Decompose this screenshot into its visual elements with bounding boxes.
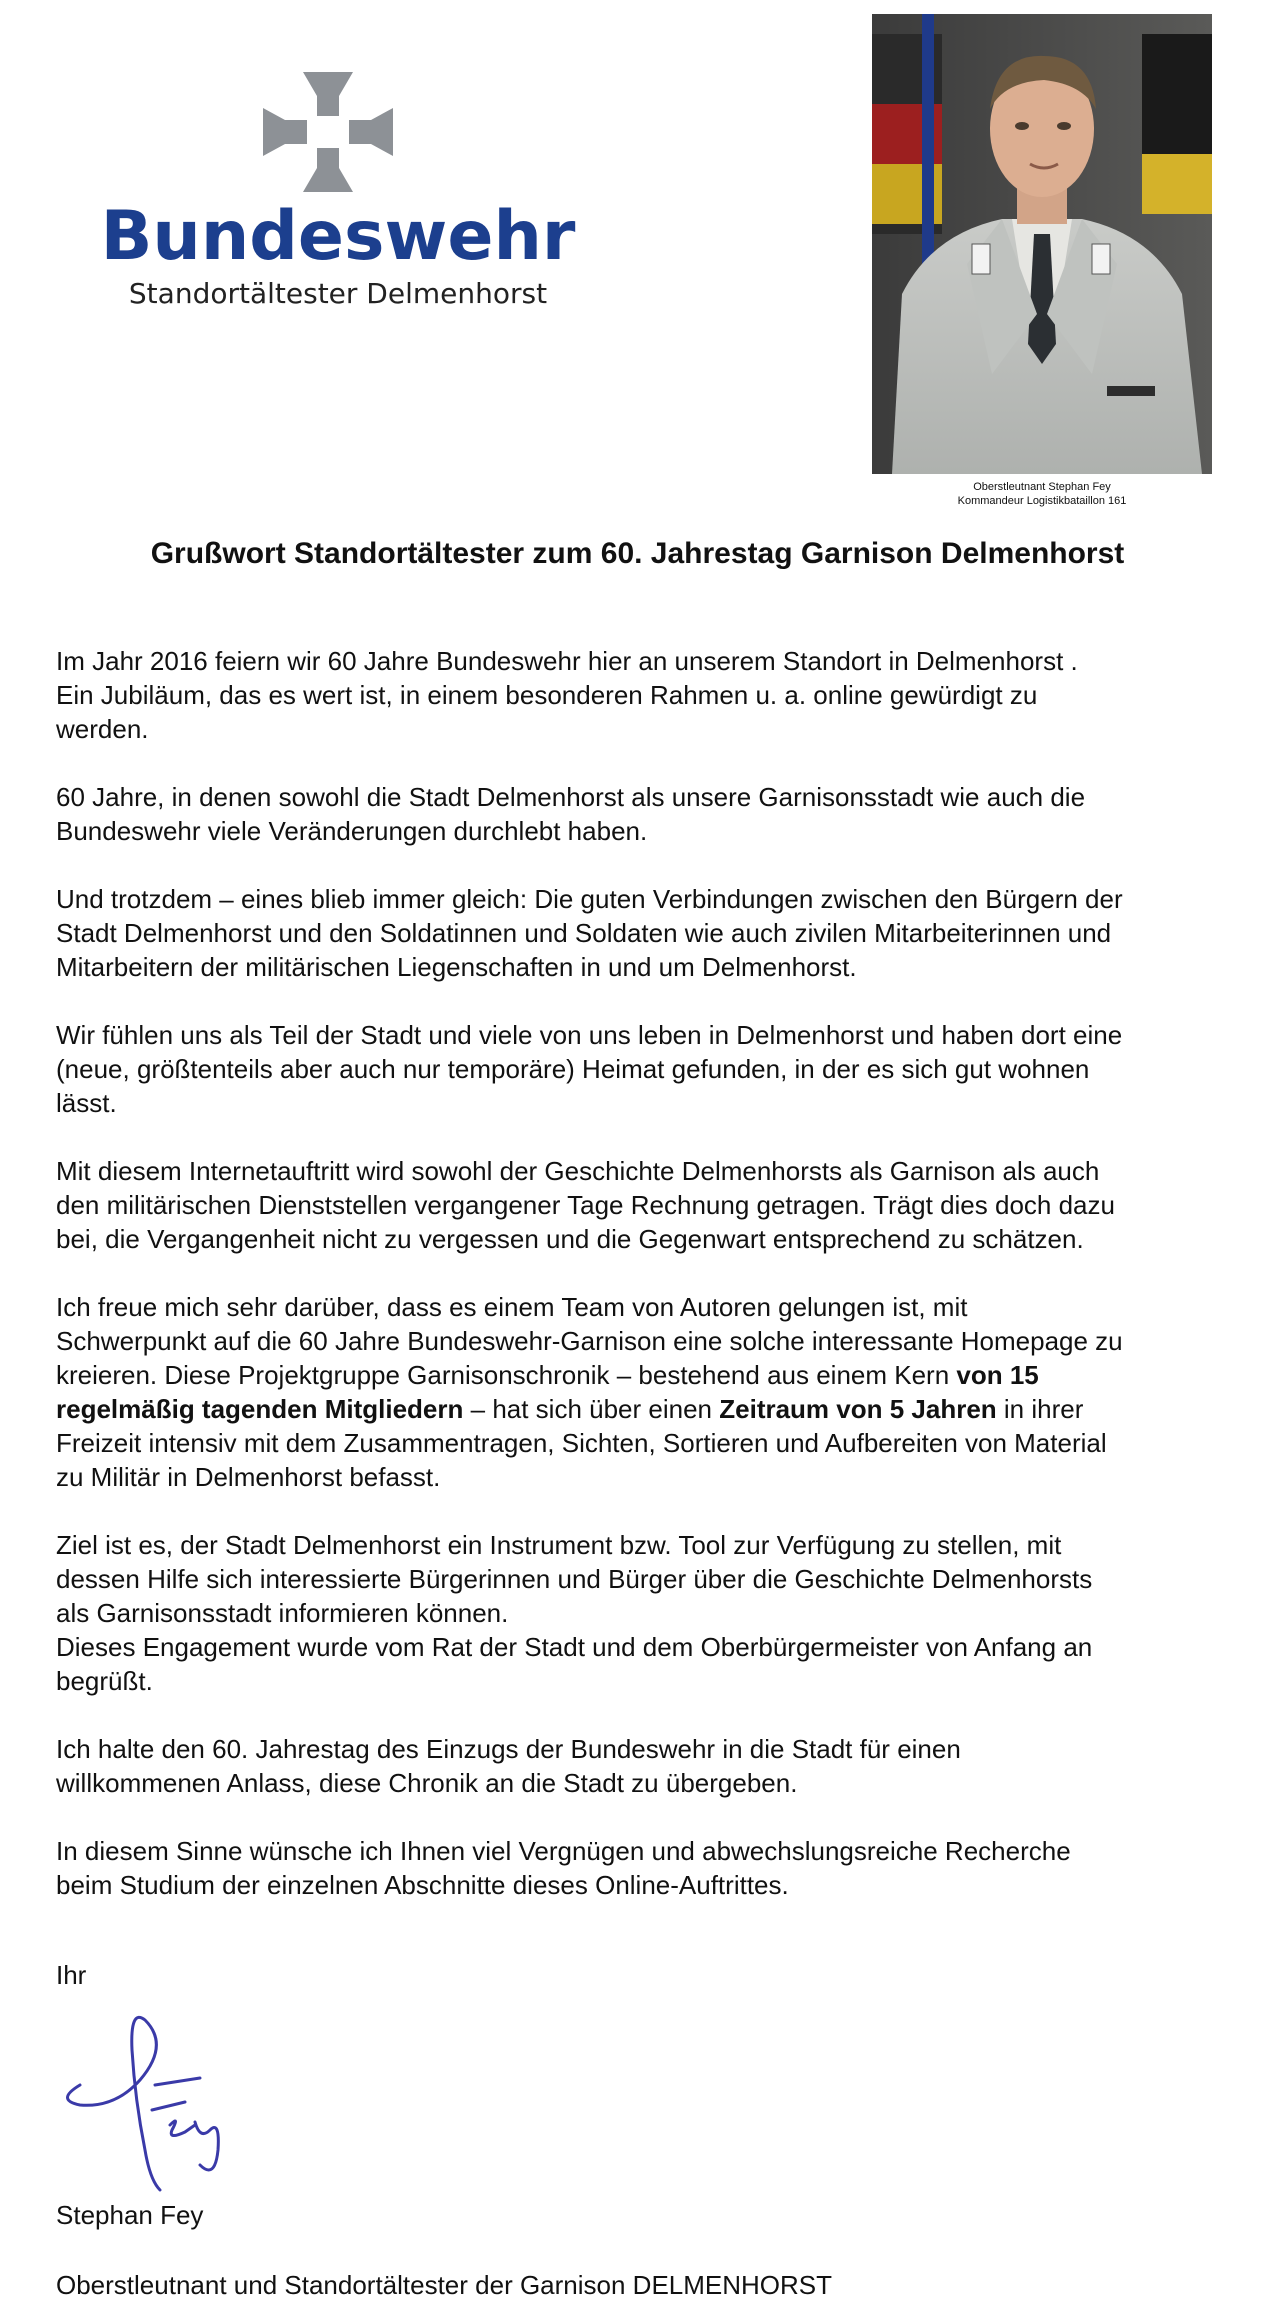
text-line: als Garnisonsstadt informieren können. (56, 1598, 509, 1628)
photo-caption (860, 480, 1224, 508)
text-span: – hat sich über einen (463, 1394, 720, 1424)
text-line: Schwerpunkt auf die 60 Jahre Bundeswehr-Garnison eine solche interessante Homepage zu (56, 1326, 1123, 1356)
text-line (56, 1358, 1266, 1392)
emphasis-members-count: von 15 (956, 1360, 1039, 1390)
paragraph (56, 1018, 1266, 1120)
text-line: willkommenen Anlass, diese Chronik an die Stadt zu übergeben. (56, 1768, 798, 1798)
text-line: Dieses Engagement wurde vom Rat der Stadt und dem Oberbürgermeister von Anfang an (56, 1632, 1093, 1662)
text-line: beim Studium der einzelnen Abschnitte dieses Online-Auftrittes. (56, 1870, 789, 1900)
text-line: Und trotzdem – eines blieb immer gleich: Die guten Verbindungen zwischen den Bürgern der (56, 884, 1123, 914)
text-line: Ich halte den 60. Jahrestag des Einzugs der Bundeswehr in die Stadt für einen (56, 1734, 961, 1764)
text-line: den militärischen Dienststellen vergangener Tage Rechnung getragen. Trägt dies doch dazu (56, 1190, 1115, 1220)
text-line: Ziel ist es, der Stadt Delmenhorst ein Instrument bzw. Tool zur Verfügung zu stellen, mit (56, 1530, 1062, 1560)
portrait-photo (872, 14, 1212, 474)
signer-name: Stephan Fey (56, 2200, 204, 2230)
bundeswehr-logo (78, 72, 598, 332)
text-line (56, 1392, 1266, 1426)
iron-cross-icon (263, 72, 393, 192)
text-line: Bundeswehr viele Veränderungen durchlebt haben. (56, 816, 648, 846)
text-line: Wir fühlen uns als Teil der Stadt und viele von uns leben in Delmenhorst und haben dort eine (56, 1020, 1123, 1050)
logo-wordmark: Bundeswehr (100, 197, 576, 276)
paragraph (56, 1154, 1266, 1256)
paragraph (56, 1732, 1266, 1800)
text-line: dessen Hilfe sich interessierte Bürgerinnen und Bürger über die Geschichte Delmenhorsts (56, 1564, 1093, 1594)
text-line: Im Jahr 2016 feiern wir 60 Jahre Bundeswehr hier an unserem Standort in Delmenhorst . (56, 646, 1078, 676)
text-line: bei, die Vergangenheit nicht zu vergessen und die Gegenwart entsprechend zu schätzen. (56, 1224, 1084, 1254)
paragraph (56, 882, 1266, 984)
text-span: kreieren. Diese Projektgruppe Garnisonschronik – bestehend aus einem Kern (56, 1360, 957, 1390)
text-line: Ein Jubiläum, das es wert ist, in einem besonderen Rahmen u. a. online gewürdigt zu (56, 680, 1038, 710)
text-line: In diesem Sinne wünsche ich Ihnen viel Vergnügen und abwechslungsreiche Recherche (56, 1836, 1071, 1866)
letter-body (56, 644, 1266, 1936)
text-line: Stadt Delmenhorst und den Soldatinnen und Soldaten wie auch zivilen Mitarbeiterinnen und (56, 918, 1112, 948)
caption-name: Oberstleutnant Stephan Fey (973, 481, 1111, 493)
caption-role: Kommandeur Logistikbataillon 161 (957, 495, 1127, 507)
handwritten-signature (60, 1990, 260, 2200)
text-line: werden. (56, 714, 149, 744)
text-line: Mitarbeitern der militärischen Liegenschaften in und um Delmenhorst. (56, 952, 857, 982)
text-line: Ich freue mich sehr darüber, dass es einem Team von Autoren gelungen ist, mit (56, 1292, 968, 1322)
text-span: in ihrer (996, 1394, 1084, 1424)
text-line: (neue, größtenteils aber auch nur temporäre) Heimat gefunden, in der es sich gut wohnen (56, 1054, 1090, 1084)
text-line: 60 Jahre, in denen sowohl die Stadt Delmenhorst als unsere Garnisonsstadt wie auch die (56, 782, 1086, 812)
paragraph (56, 780, 1266, 848)
paragraph (56, 644, 1266, 746)
text-line: zu Militär in Delmenhorst befasst. (56, 1462, 441, 1492)
emphasis-timespan: Zeitraum von 5 Jahren (719, 1394, 997, 1424)
paragraph (56, 1290, 1266, 1494)
text-line: begrüßt. (56, 1666, 153, 1696)
paragraph (56, 1834, 1266, 1902)
closing-salutation: Ihr (56, 1960, 87, 1990)
signer-title: Oberstleutnant und Standortältester der Garnison DELMENHORST (56, 2270, 833, 2300)
text-line: Mit diesem Internetauftritt wird sowohl der Geschichte Delmenhorsts als Garnison als auch (56, 1156, 1100, 1186)
paragraph (56, 1528, 1266, 1698)
text-line: Freizeit intensiv mit dem Zusammentragen, Sichten, Sortieren und Aufbereiten von Material (56, 1428, 1107, 1458)
emphasis-members: regelmäßig tagenden Mitgliedern (56, 1394, 464, 1424)
text-line: lässt. (56, 1088, 117, 1118)
page-title: Grußwort Standortältester zum 60. Jahrestag Garnison Delmenhorst (150, 537, 1125, 570)
logo-subtitle: Standortältester Delmenhorst (128, 277, 548, 310)
officer-portrait-image (872, 14, 1212, 474)
